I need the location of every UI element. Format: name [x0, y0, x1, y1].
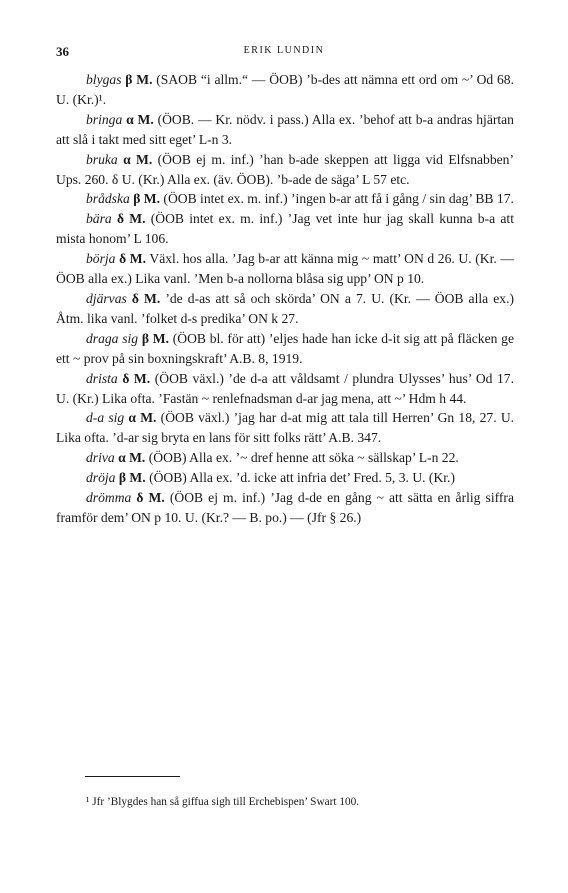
- headword: börja: [86, 251, 116, 267]
- footnote: [56, 795, 514, 810]
- entry-text: (ÖOB ej m. inf.) ’han b-ade skeppen att ligga vid Elfsnabben’ Ups. 260. δ U. (Kr.) Alla ex. (äv. ÖOB). ’b-ade de säga’ L 57 etc.: [56, 151, 515, 187]
- grammar-code: δ M.: [136, 490, 165, 506]
- entry-bradska: [56, 189, 514, 209]
- entry-droja: [56, 468, 514, 488]
- footnote-divider: [85, 776, 180, 777]
- entry-text: (ÖOB. — Kr. nödv. i pass.) Alla ex. ’behof att b-a andras hjärtan att slå i takt med sitt eget’ L-n 3.: [56, 111, 514, 147]
- entry-bringa: [56, 110, 514, 150]
- grammar-code: δ M.: [116, 211, 146, 227]
- footnote-text: Jfr ’Blygdes han så giffua sigh till Erchebispen’ Swart 100.: [92, 796, 360, 809]
- entry-draga-sig: [56, 329, 514, 369]
- entry-bara: [56, 209, 514, 249]
- grammar-code: β M.: [125, 72, 153, 87]
- dictionary-entries: [56, 70, 514, 528]
- headword: bringa: [86, 111, 123, 127]
- entry-bruka: [56, 150, 514, 190]
- grammar-code: β M.: [141, 330, 169, 346]
- headword: d-a sig: [86, 410, 125, 426]
- entry-da-sig: [56, 408, 514, 448]
- grammar-code: δ M.: [131, 290, 161, 306]
- entry-text: (ÖOB intet ex. m. inf.) ’Jag vet inte hur jag skall kunna b-a att mista honom’ L 106.: [56, 211, 514, 247]
- headword: blygas: [86, 72, 122, 87]
- entry-text: (ÖOB växl.) ’de d-a att våldsamt / plundra Ulysses’ hus’ Od 17. U. (Kr.) Lika ofta. ’Fastän ~ renlefnadsman d-ar jag mena, att ~’ Hdm h 44.: [56, 370, 515, 406]
- grammar-code: α M.: [118, 450, 146, 466]
- entry-borja: [56, 249, 514, 289]
- headword: dristа: [86, 370, 118, 386]
- entry-text: (ÖOB ej m. inf.) ’Jag d-de en gång ~ att sätta en årlig siffra framför dem’ ON p 10. U. (Kr.? — B. po.) — (Jfr § 26.): [56, 490, 514, 525]
- headword: draga sig: [86, 330, 139, 346]
- running-head: ERIK LUNDIN: [243, 45, 325, 56]
- entry-dromma: [56, 488, 514, 528]
- headword: dröja: [86, 470, 116, 486]
- headword: bruka: [86, 151, 118, 167]
- entry-text: (ÖOB bl. för att) ’eljes hade han icke d-it sig att på fläcken ge ett ~ prov på sin boxningskraft’ A.B. 8, 1919.: [56, 330, 514, 366]
- grammar-code: α M.: [128, 410, 157, 426]
- grammar-code: δ M.: [122, 370, 151, 386]
- footnote-marker: ¹: [86, 796, 90, 809]
- entry-text: (ÖOB) Alla ex. ’~ dref henne att söka ~ sällskap’ L-n 22.: [148, 450, 459, 466]
- entry-text: (ÖOB) Alla ex. ’d. icke att infria det’ Fred. 5, 3. U. (Kr.): [149, 470, 455, 486]
- entry-text: (SAOB “i allm.“ — ÖOB) ’b-des att nämna ett ord om ~’ Od 68. U. (Kr.)¹.: [56, 72, 514, 107]
- headword: djärvas: [86, 290, 127, 306]
- page-number: 36: [56, 44, 69, 59]
- entry-blygas: [56, 70, 514, 110]
- entry-text: (ÖOB växl.) ’jag har d-at mig att tala till Herren’ Gn 18, 27. U. Lika ofta. ’d-ar sig bryta en lans för sitt folks rätt’ A.B. 347.: [56, 410, 515, 446]
- entry-text: (ÖOB intet ex. m. inf.) ’ingen b-ar att få i gång / sin dag’ BB 17.: [163, 191, 514, 207]
- entry-drista: [56, 369, 514, 409]
- headword: driva: [86, 450, 115, 466]
- entry-text: ’de d-as att så och skörda’ ON a 7. U. (Kr. — ÖOB alla ex.) Åtm. lika vanl. ’folket d-s predika’ ON k 27.: [56, 290, 515, 326]
- headword: bära: [86, 211, 112, 227]
- entry-djarvas: [56, 289, 514, 329]
- entry-text: Växl. hos alla. ’Jag b-ar att känna mig ~ matt’ ON d 26. U. (Kr. — ÖOB alla ex.) Lika vanl. ’Men b-a nollorna blåsa sig upp’ ON p 10.: [56, 251, 515, 287]
- grammar-code: α M.: [123, 151, 153, 167]
- grammar-code: β M.: [133, 191, 161, 207]
- entry-driva: [56, 448, 514, 468]
- headword: brådska: [86, 191, 130, 207]
- headword: drömma: [86, 490, 132, 506]
- grammar-code: β M.: [118, 470, 146, 486]
- page-header: [56, 44, 512, 62]
- grammar-code: δ M.: [119, 251, 147, 267]
- grammar-code: α M.: [126, 111, 154, 127]
